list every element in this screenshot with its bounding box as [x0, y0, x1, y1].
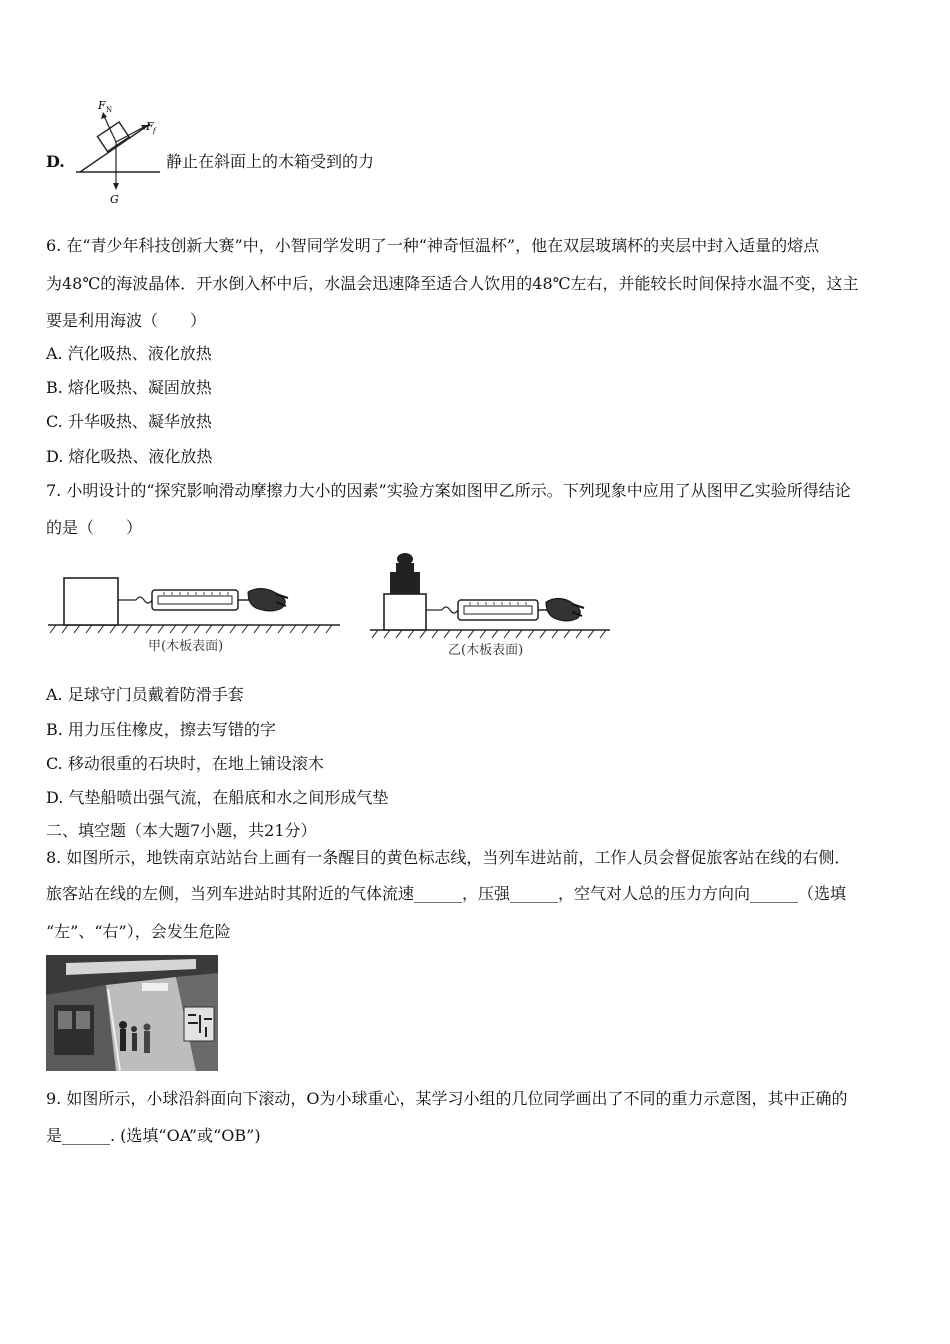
q7-line-2: 的是（ ）	[46, 518, 143, 537]
ff-subscript: f	[153, 127, 156, 135]
fn-label: F	[98, 99, 106, 112]
caption-jia: 甲(木板表面)	[148, 639, 224, 654]
incline-box-force-diagram	[68, 96, 168, 208]
q6-option-d: D. 熔化吸热、液化放热	[46, 447, 213, 466]
q5-option-d-text: 静止在斜面上的木箱受到的力	[166, 152, 375, 171]
q9-line-1: 9. 如图所示，小球沿斜面向下滚动，O为小球重心，某学习小组的几位同学画出了不同的重力示意图，其中正确的	[46, 1089, 848, 1108]
q6-option-b: B. 熔化吸热、凝固放热	[46, 378, 212, 397]
q7-option-c: C. 移动很重的石块时，在地上铺设滚木	[46, 754, 324, 773]
q7-option-a: A. 足球守门员戴着防滑手套	[46, 685, 244, 704]
setup-jia	[48, 578, 340, 633]
q7-option-b: B. 用力压住橡皮，擦去写错的字	[46, 720, 276, 739]
q6-line-1: 6. 在“青少年科技创新大赛”中，小智同学发明了一种“神奇恒温杯”，他在双层玻璃杯的夹层中封入适量的熔点	[46, 236, 820, 255]
q8-line-2: 旅客站在线的左侧，当列车进站时其附近的气体流速______，压强______，空气对人总的压力方向向______（选填	[46, 884, 847, 903]
section-2-heading: 二、填空题（本大题7小题，共21分）	[46, 821, 317, 840]
q7-line-1: 7. 小明设计的“探究影响滑动摩擦力大小的因素”实验方案如图甲乙所示。下列现象中应用了从图甲乙实验所得结论	[46, 481, 851, 500]
g-label: G	[110, 193, 119, 206]
q8-line-3: “左”、“右”），会发生危险	[46, 922, 231, 941]
q8-line-1: 8. 如图所示，地铁南京站站台上画有一条醒目的黄色标志线，当列车进站前，工作人员会督促旅客站在线的右侧．	[46, 848, 851, 867]
ff-label: F	[146, 120, 154, 133]
q6-option-a: A. 汽化吸热、液化放热	[46, 344, 212, 363]
q6-line-2: 为48℃的海波晶体．开水倒入杯中后，水温会迅速降至适合人饮用的48℃左右，并能较长时间保持水温不变，这主	[46, 274, 859, 293]
q5-option-d-label: D.	[46, 152, 65, 171]
friction-experiment-figure	[40, 548, 620, 664]
setup-yi	[370, 553, 610, 638]
q6-option-c: C. 升华吸热、凝华放热	[46, 412, 212, 431]
q7-option-d: D. 气垫船喷出强气流，在船底和水之间形成气垫	[46, 788, 389, 807]
q6-line-3: 要是利用海波（ ）	[46, 311, 207, 330]
fn-subscript: N	[106, 106, 113, 114]
subway-platform-photo	[46, 955, 218, 1071]
caption-yi: 乙(木板表面)	[448, 643, 524, 658]
q9-line-2: 是______. (选填“OA”或“OB”)	[46, 1126, 261, 1145]
